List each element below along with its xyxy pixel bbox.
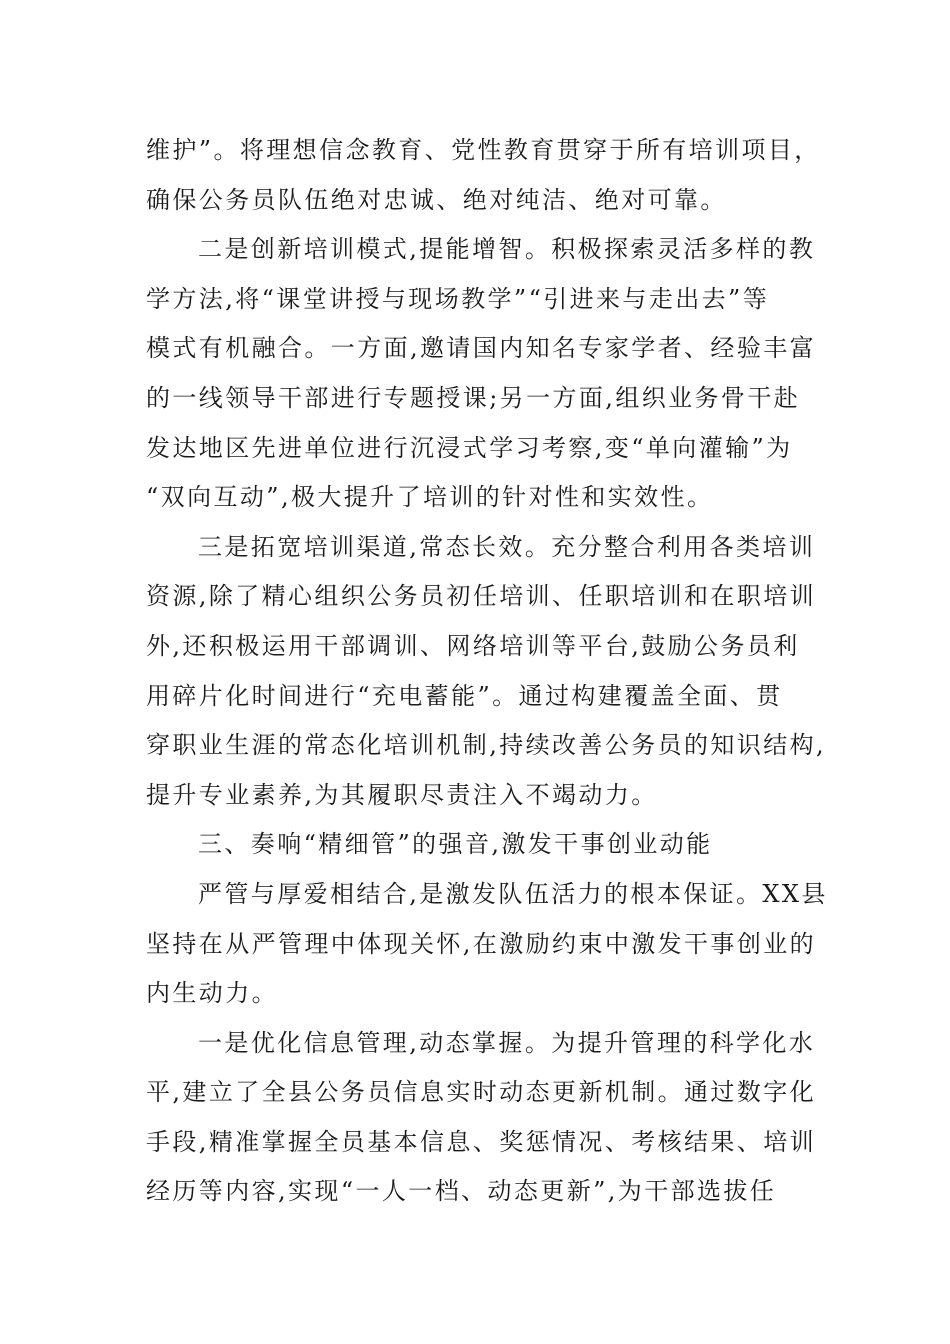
text-line-1: 维护”。将理想信念教育、党性教育贯穿于所有培训项目， <box>146 136 821 164</box>
text-line-14: 提升专业素养,为其履职尽责注入不竭动力。 <box>146 780 658 809</box>
text-line-19: 一是优化信息管理,动态掌握。为提升管理的科学化水 <box>198 1028 816 1057</box>
text-line-3: 二是创新培训模式,提能增智。积极探索灵活多样的教 <box>198 235 816 264</box>
text-line-11: 外,还积极运用干部调训、网络培训等平台,鼓励公务员利 <box>146 631 800 660</box>
text-line-12: 用碎片化时间进行“充电蓄能”。通过构建覆盖全面、贯 <box>146 681 783 710</box>
document-body <box>146 126 828 1217</box>
text-line-7: 发达地区先进单位进行沉浸式学习考察,变“单向灌输”为 <box>146 433 793 462</box>
text-line-10: 资源,除了精心组织公务员初任培训、任职培训和在职培训 <box>146 582 817 611</box>
text-line-22: 经历等内容,实现“一人一档、动态更新”,为干部选拔任 <box>146 1177 777 1206</box>
text-line-2: 确保公务员队伍绝对忠诚、绝对纯洁、绝对可靠。 <box>146 185 727 214</box>
text-line-8: “双向互动”,极大提升了培训的针对性和实效性。 <box>146 483 714 512</box>
text-line-21: 手段,精准掌握全员基本信息、奖惩情况、考核结果、培训 <box>146 1127 817 1156</box>
text-line-6: 的一线领导干部进行专题授课;另一方面,组织业务骨干赴 <box>146 383 801 412</box>
text-line-13: 穿职业生涯的常态化培训机制,持续改善公务员的知识结构, <box>146 731 827 760</box>
text-line-9: 三是拓宽培训渠道,常态长效。充分整合利用各类培训 <box>198 532 816 561</box>
text-line-18: 内生动力。 <box>146 979 278 1008</box>
text-line-17: 坚持在从严管理中体现关怀,在激励约束中激发干事创业的 <box>146 929 817 958</box>
text-line-16: 严管与厚爱相结合,是激发队伍活力的根本保证。XX县 <box>198 879 828 908</box>
text-line-20: 平,建立了全县公务员信息实时动态更新机制。通过数字化 <box>146 1078 817 1107</box>
text-line-4: 学方法,将“课堂讲授与现场教学”“引进来与走出去”等 <box>146 284 770 313</box>
section-heading: 三、奏响“精细管”的强音,激发干事创业动能 <box>198 830 713 859</box>
text-line-5: 模式有机融合。一方面,邀请国内知名专家学者、经验丰富 <box>146 334 817 363</box>
